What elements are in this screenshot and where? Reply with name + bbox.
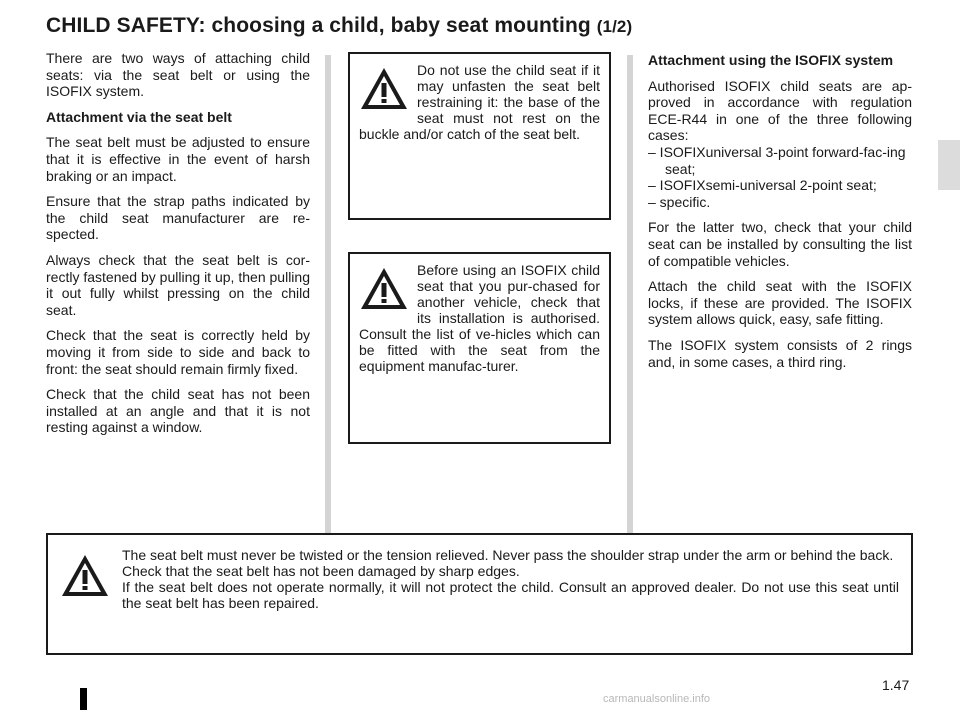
list-item: – specific. [648,193,711,210]
right-heading: Attachment using the ISOFIX system [648,52,894,68]
page-number: 1.47 [882,677,910,693]
isofix-case-list [648,144,912,210]
left-heading: Attachment via the seat belt [46,108,232,125]
warning-box-1 [348,52,611,220]
warning-triangle-icon [359,66,409,111]
right-paragraph: The ISOFIX system consists of 2 rings and, in some cases, a third ring. [648,336,912,370]
warning-box-bottom [46,533,913,655]
right-column [648,52,912,379]
column-divider-right [627,55,633,533]
right-intro: Authorised ISOFIX child seats are ap-proved in accordance with regulation ECE-R44 in one of the three following cases: [648,77,912,144]
bottom-warning-line: If the seat belt does not operate normally, it will not protect the child. Consult an approved dealer. Do not use this seat until the seat belt has been repaired. [122,579,899,611]
right-paragraph: For the latter two, check that your child seat can be installed by consulting the list of compatible vehicles. [648,219,912,269]
right-paragraph: Attach the child seat with the ISOFIX locks, if these are provided. The ISOFIX system allows quick, easy, safe fitting. [648,278,912,328]
list-item: – ISOFIXsemi-universal 2-point seat; [648,177,877,194]
page-title-text: CHILD SAFETY: choosing a child, baby seat mounting [46,14,591,37]
left-paragraph: The seat belt must be adjusted to ensure that it is effective in the event of harsh braking or an impact. [46,134,310,184]
warning-text-2: Before using an ISOFIX child seat that you pur-chased for another vehicle, check that its installation is authorised. Consult the list of ve-hicles which can be fitted with the seat from the equipment manufac-turer. [359,262,600,374]
left-paragraph: Check that the child seat has not been installed at an angle and that it is not resting against a window. [46,386,310,436]
left-intro: There are two ways of attaching child seats: via the seat belt or using the ISOFIX system. [46,50,310,100]
warning-text-1: Do not use the child seat if it may unfasten the seat belt restraining it: the base of the seat must not rest on the buckle and/or catch of the seat belt. [359,62,600,142]
column-divider-left [325,55,331,533]
warning-triangle-icon [60,553,110,598]
list-item: – ISOFIXuniversal 3-point forward-fac-ing seat; [648,143,906,177]
page-title-part: (1/2) [596,17,633,36]
section-tab [938,140,960,190]
bottom-warning-line: Check that the seat belt has not been damaged by sharp edges. [122,563,520,579]
bottom-warning-line: The seat belt must never be twisted or the tension relieved. Never pass the shoulder strap under the arm or behind the back. [122,547,894,563]
warning-box-2 [348,252,611,444]
watermark: carmanualsonline.info [603,693,711,705]
left-column [46,50,310,445]
warning-triangle-icon [359,266,409,311]
corner-mark [80,688,87,710]
left-paragraph: Always check that the seat belt is cor-rectly fastened by pulling it up, then pulling it out fully whilst pressing on the child seat. [46,251,310,318]
left-paragraph: Check that the seat is correctly held by moving it from side to side and back to front: the seat should remain firmly fixed. [46,327,310,377]
left-paragraph: Ensure that the strap paths indicated by the child seat manufacturer are re-spected. [46,193,310,243]
page-title [46,14,632,38]
